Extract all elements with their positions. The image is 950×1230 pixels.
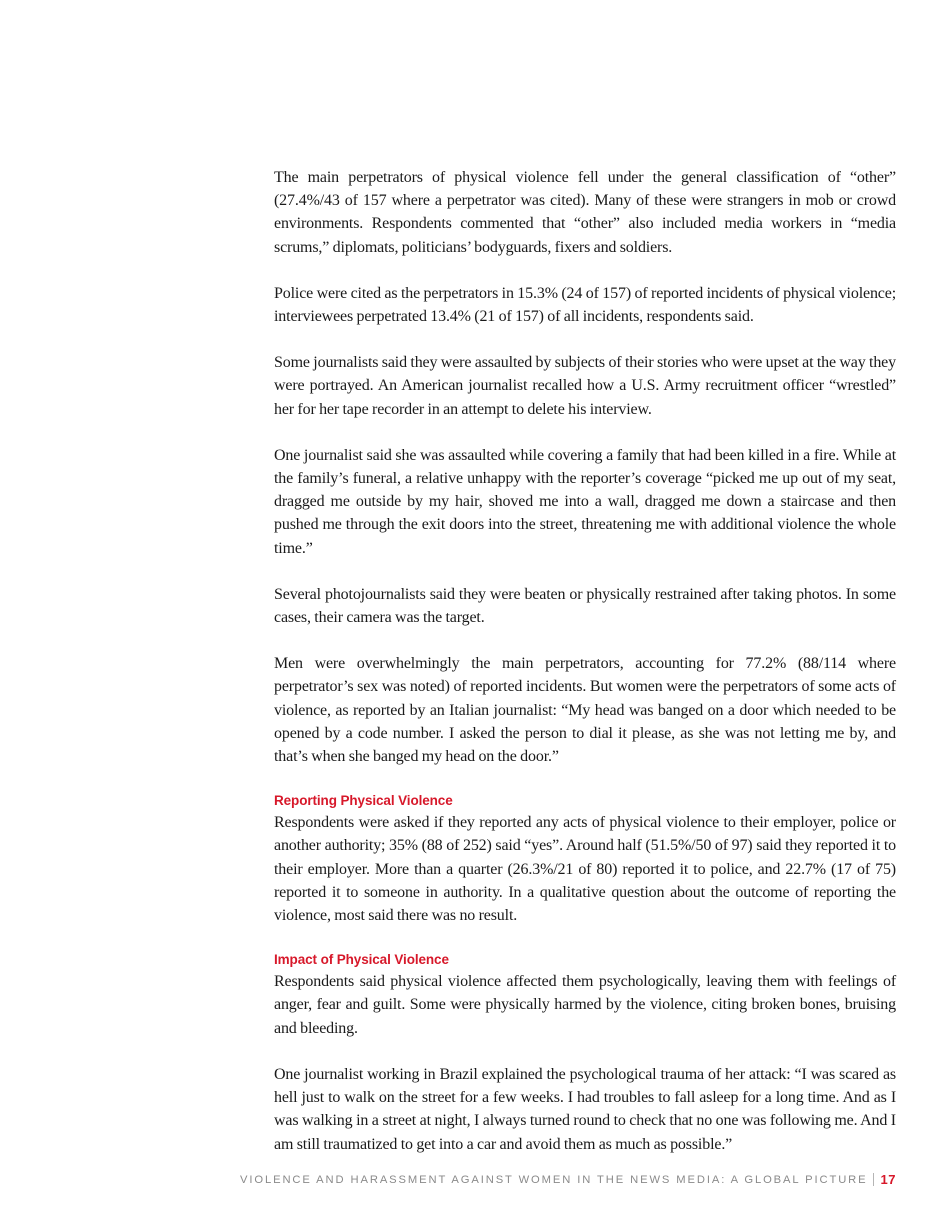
- paragraph-brazil-journalist: One journalist working in Brazil explained the psychological trauma of her attack: “I was scared as hell just to walk on the street for a few weeks. I had troubles to fall asleep for a long time. And as I was walking in a street at night, I always turned round to check that no one was following me. And I am still traumatized to get into a car and avoid them as much as possible.”: [274, 1065, 896, 1153]
- paragraph-reporting-violence: Respondents were asked if they reported any acts of physical violence to their employer, police or another authority; 35% (88 of 252) said “yes”. Around half (51.5%/50 of 97) said they reported it to their employer. More than a quarter (26.3%/21 of 80) reported it to police, and 22.7% (17 of 75) reported it to someone in authority. In a qualitative question about the outcome of reporting the violence, most said there was no result.: [274, 814, 896, 925]
- section-heading-impact: Impact of Physical Violence: [274, 952, 449, 968]
- paragraph-other-perpetrators: The main perpetrators of physical violence fell under the general classification of “other” (27.4%/43 of 157 where a perpetrator was cited). Many of these were strangers in mob or crowd environments. Respondents commented that “other” also included media workers in “media scrums,” diplomats, politicians’ bodyguards, fixers and soldiers.: [274, 169, 896, 256]
- paragraph-story-subjects: Some journalists said they were assaulted by subjects of their stories who were upset at the way they were portrayed. An American journalist recalled how a U.S. Army recruitment officer “wrestled” her for her tape recorder in an attempt to delete his interview.: [274, 354, 896, 418]
- paragraph-men-perpetrators: Men were overwhelmingly the main perpetrators, accounting for 77.2% (88/114 where perpetrator’s sex was noted) of reported incidents. But women were the perpetrators of some acts of violence, as reported by an Italian journalist: “My head was banged on a door which needed to be opened by a code number. I asked the person to dial it please, as she was not letting me by, and that’s when she banged my head on the door.”: [274, 655, 896, 766]
- article-body: [274, 166, 896, 1179]
- running-title: VIOLENCE AND HARASSMENT AGAINST WOMEN IN THE NEWS MEDIA: A GLOBAL PICTURE: [240, 1173, 868, 1186]
- page-number: 17: [880, 1172, 896, 1187]
- paragraph-police-perpetrators: Police were cited as the perpetrators in 15.3% (24 of 157) of reported incidents of physical violence; interviewees perpetrated 13.4% (21 of 157) of all incidents, respondents said.: [274, 284, 896, 326]
- paragraph-impact-psychological: Respondents said physical violence affected them psychologically, leaving them with feelings of anger, fear and guilt. Some were physically harmed by the violence, citing broken bones, bruising and bleeding.: [274, 973, 896, 1037]
- paragraph-photojournalists: Several photojournalists said they were beaten or physically restrained after taking photos. In some cases, their camera was the target.: [274, 585, 896, 627]
- section-heading-reporting: Reporting Physical Violence: [274, 793, 453, 809]
- page-footer: [240, 1172, 896, 1187]
- footer-divider: [873, 1173, 874, 1186]
- paragraph-funeral-assault: One journalist said she was assaulted while covering a family that had been killed in a fire. While at the family’s funeral, a relative unhappy with the reporter’s coverage “picked me up out of my seat, dragged me outside by my hair, shoved me into a wall, dragged me down a staircase and then pushed me through the exit doors into the street, threatening me with additional violence the whole time.”: [274, 446, 896, 557]
